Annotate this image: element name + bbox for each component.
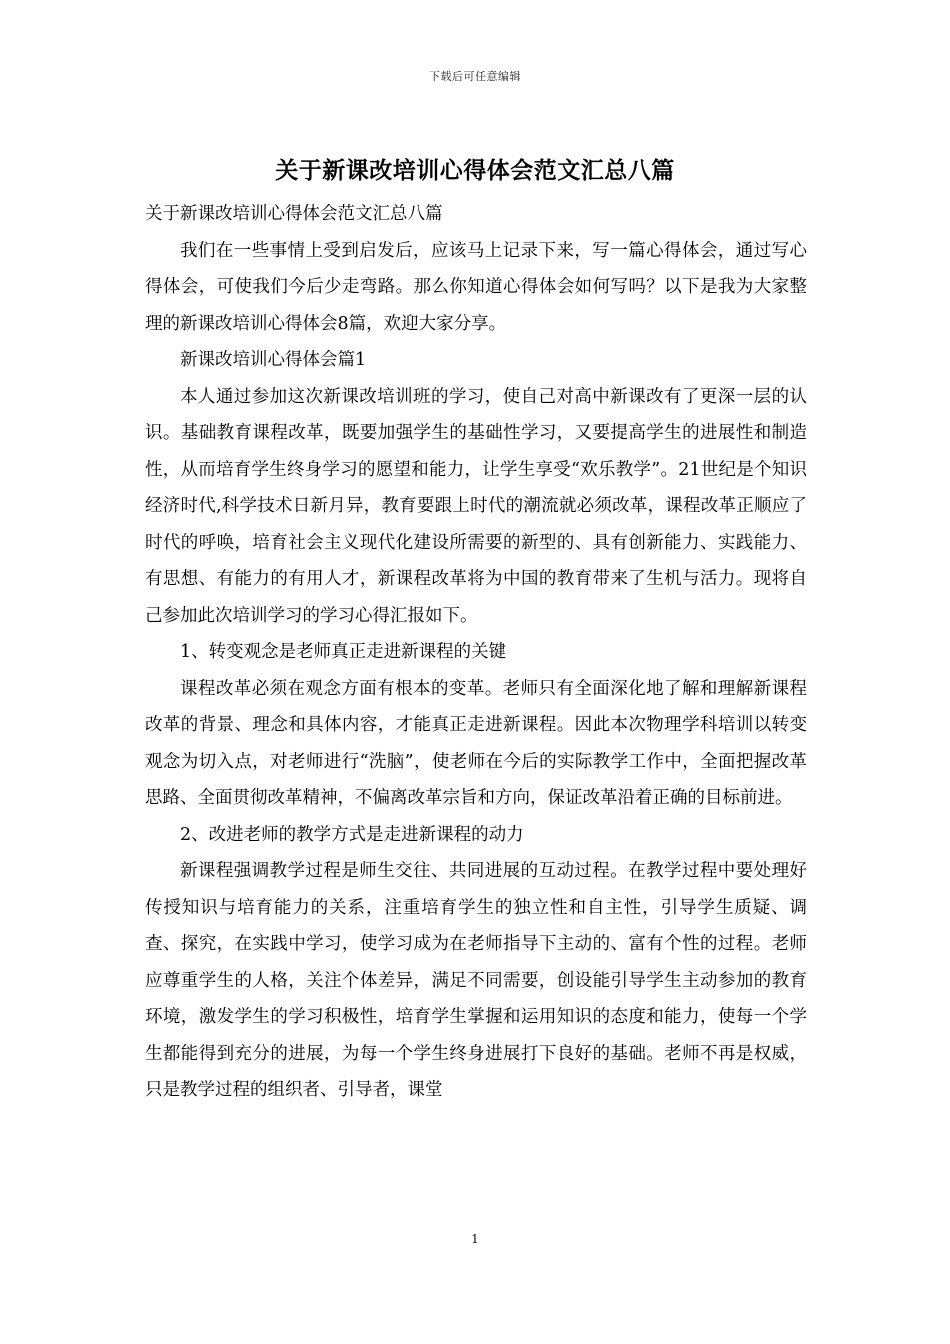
section-heading: 1、转变观念是老师真正走进新课程的关键 [180,642,507,662]
document-title: 关于新课改培训心得体会范文汇总八篇 [275,157,675,184]
page-number: 1 [471,1232,479,1246]
body-paragraph: 本人通过参加这次新课改培训班的学习，使自己对高中新课改有了更深一层的认识。基础教育课程改革，既要加强学生的基础性学习，又要提高学生的进展性和制造性，从而培育学生终身学习的愿望和能力，让学生享受“欢乐教学”。21世纪是个知识经济时代,科学技术日新月异，教育要跟上时代的潮流就必须改革，课程改革正顺应了时代的呼唤，培育社会主义现代化建设所需要的新型的、具有创新能力、实践能力、有思想、有能力的有用人才，新课程改革将为中国的教育带来了生机与活力。现将自己参加此次培训学习的学习心得汇报如下。 [145,386,807,626]
document-body [145,196,807,1109]
body-paragraph: 课程改革必须在观念方面有根本的变革。老师只有全面深化地了解和理解新课程改革的背景、理念和具体内容，才能真正走进新课程。因此本次物理学科培训以转变观念为切入点，对老师进行“洗脑”，使老师在今后的实际教学工作中，全面把握改革思路、全面贯彻改革精神，不偏离改革宗旨和方向，保证改革沿着正确的目标前进。 [145,678,807,808]
subtitle-paragraph: 关于新课改培训心得体会范文汇总八篇 [145,204,443,224]
section-heading: 2、改进老师的教学方式是走进新课程的动力 [180,824,524,845]
intro-paragraph: 我们在一些事情上受到启发后，应该马上记录下来，写一篇心得体会，通过写心得体会，可使我们今后少走弯路。那么你知道心得体会如何写吗？以下是我为大家整理的新课改培训心得体会8篇，欢迎大家分享。 [145,240,807,334]
header-note: 下载后可任意编辑 [429,70,521,83]
body-paragraph: 新课程强调教学过程是师生交往、共同进展的互动过程。在教学过程中要处理好传授知识与培育能力的关系，注重培育学生的独立性和自主性，引导学生质疑、调查、探究，在实践中学习，使学习成为在老师指导下主动的、富有个性的过程。老师应尊重学生的人格，关注个体差异，满足不同需要，创设能引导学生主动参加的教育环境，激发学生的学习积极性，培育学生掌握和运用知识的态度和能力，使每一个学生都能得到充分的进展，为每一个学生终身进展打下良好的基础。老师不再是权威，只是教学过程的组织者、引导者，课堂 [145,861,807,1100]
section-heading: 新课改培训心得体会篇1 [180,350,367,370]
